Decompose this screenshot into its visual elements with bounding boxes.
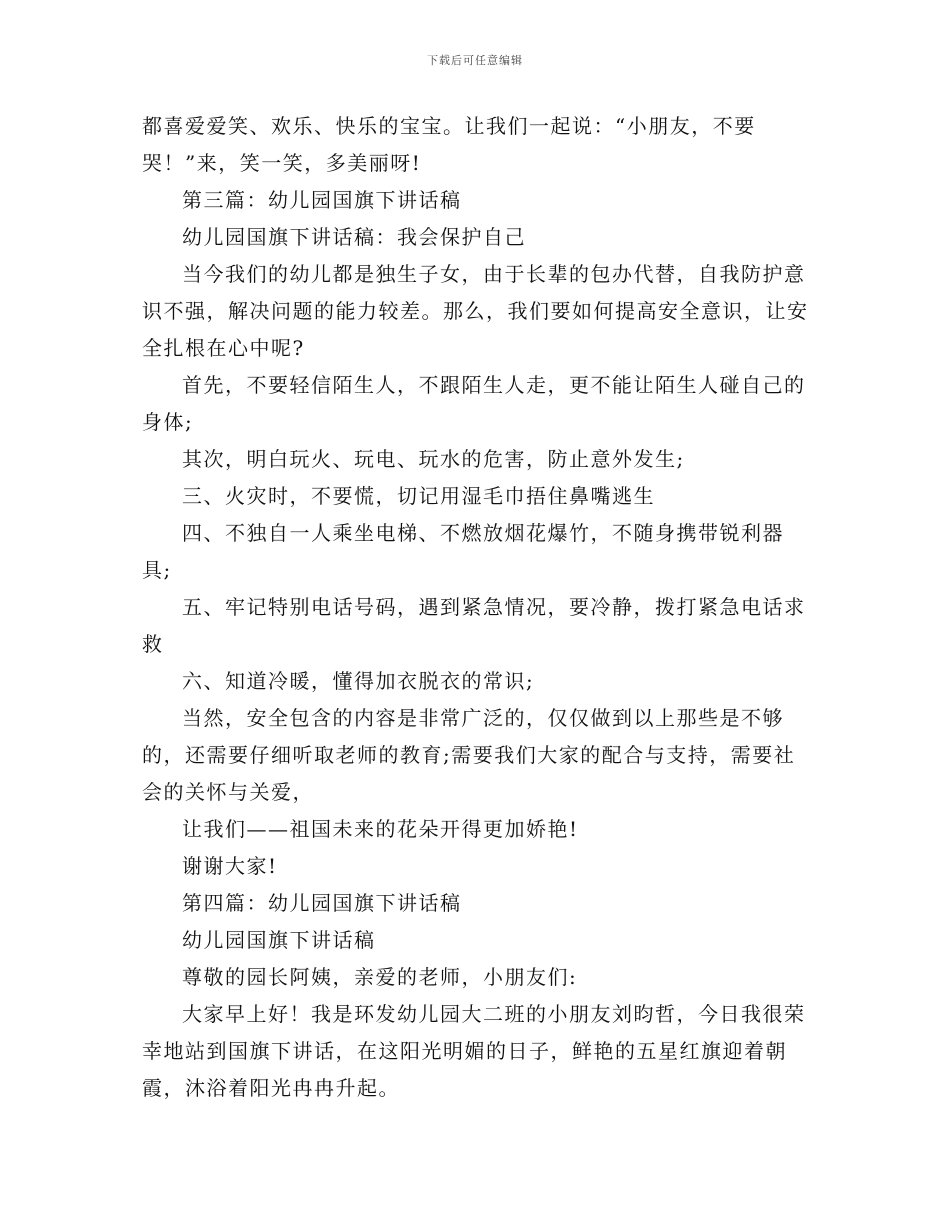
section-heading-4: 第四篇：幼儿园国旗下讲话稿 — [182, 891, 462, 915]
paragraph: 谢谢大家! — [182, 854, 278, 878]
paragraph: 尊敬的园长阿姨，亲爱的老师，小朋友们: — [182, 965, 578, 989]
paragraph: 当然，安全包含的内容是非常广泛的，仅仅做到以上那些是不够的，还需要仔细听取老师的教育;需要我们大家的配合与支持，需要社会的关怀与关爱， — [142, 706, 796, 804]
paragraph: 让我们——祖国未来的花朵开得更加娇艳! — [182, 817, 579, 841]
section-subtitle-4: 幼儿园国旗下讲话稿 — [182, 928, 376, 952]
paragraph: 其次，明白玩火、玩电、玩水的危害，防止意外发生; — [182, 447, 685, 471]
paragraph: 四、不独自一人乘坐电梯、不燃放烟花爆竹，不随身携带锐利器具; — [142, 521, 784, 582]
document-body — [142, 108, 810, 1107]
paragraph: 当今我们的幼儿都是独生子女，由于长辈的包办代替，自我防护意识不强，解决问题的能力较差。那么，我们要如何提高安全意识，让安全扎根在心中呢? — [142, 262, 809, 360]
paragraph: 首先，不要轻信陌生人，不跟陌生人走，更不能让陌生人碰自己的身体; — [142, 373, 806, 434]
paragraph: 三、火灾时，不要慌，切记用湿毛巾捂住鼻嘴逃生 — [182, 484, 655, 508]
paragraph: 六、知道冷暖，懂得加衣脱衣的常识; — [182, 669, 535, 693]
paragraph-continuation: 都喜爱爱笑、欢乐、快乐的宝宝。让我们一起说：“小朋友，不要哭！”来，笑一笑，多美丽呀! — [142, 114, 756, 175]
paragraph: 五、牢记特别电话号码，遇到紧急情况，要冷静，拨打紧急电话求救 — [142, 595, 806, 656]
section-subtitle-3: 幼儿园国旗下讲话稿：我会保护自己 — [182, 225, 526, 249]
paragraph: 大家早上好！我是环发幼儿园大二班的小朋友刘昀哲，今日我很荣幸地站到国旗下讲话，在这阳光明媚的日子，鲜艳的五星红旗迎着朝霞，沐浴着阳光冉冉升起。 — [142, 1002, 806, 1100]
section-heading-3: 第三篇：幼儿园国旗下讲话稿 — [182, 188, 462, 212]
page-header: 下载后可任意编辑 — [427, 54, 523, 67]
